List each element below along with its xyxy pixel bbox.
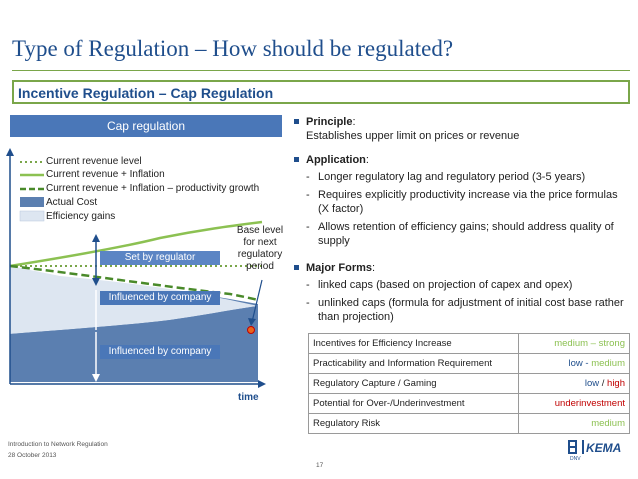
criterion-cell: Regulatory Capture / Gaming (309, 374, 519, 394)
bullet-heading: Principle: (306, 116, 356, 128)
footer-date: 28 October 2013 (8, 452, 57, 459)
bullet-text: Establishes upper limit on prices or revenue (306, 130, 520, 142)
criterion-cell: Regulatory Risk (309, 414, 519, 434)
kema-logo (568, 438, 630, 462)
table-row (309, 394, 630, 414)
time-axis-label: time (238, 392, 259, 403)
svg-text:DNV: DNV (570, 456, 581, 462)
legend-label: Current revenue + Inflation (46, 169, 165, 180)
set-by-regulator-label: Set by regulator (100, 251, 220, 265)
influenced-by-company-upper-label: Influenced by company (100, 291, 220, 305)
criterion-cell: Incentives for Efficiency Increase (309, 334, 519, 354)
rating-cell: medium – strong (518, 334, 629, 354)
legend-swatch-actual-cost (20, 197, 44, 207)
rating-cell: low / high (518, 374, 629, 394)
rating-cell: underinvestment (518, 394, 629, 414)
legend-label: Current revenue + Inflation – productivity growth (46, 183, 260, 194)
legend-label: Actual Cost (46, 197, 98, 208)
cap-regulation-header: Cap regulation (10, 115, 282, 137)
bullet-square-icon (294, 119, 299, 124)
slide-title: Type of Regulation – How should be regulated? (12, 36, 454, 61)
influenced-by-company-lower-label: Influenced by company (100, 345, 220, 359)
section-title: Incentive Regulation – Cap Regulation (18, 85, 274, 101)
criterion-cell: Potential for Over-/Underinvestment (309, 394, 519, 414)
bullet-square-icon (294, 157, 299, 162)
y-axis-arrow-icon (6, 148, 14, 156)
rating-cell: low - medium (518, 354, 629, 374)
x-axis-arrow-icon (258, 380, 266, 388)
bullet-square-icon (294, 265, 299, 270)
legend-label: Current revenue level (46, 156, 142, 167)
evaluation-table (308, 333, 630, 434)
base-level-label: Base level for next regulatory period (236, 225, 284, 272)
page-number: 17 (316, 462, 324, 469)
bullet-heading: Major Forms: (306, 262, 376, 274)
bullet-heading: Application: (306, 154, 369, 166)
svg-text:KEMA: KEMA (586, 441, 622, 455)
criterion-cell: Practicability and Information Requirement (309, 354, 519, 374)
table-row (309, 334, 630, 354)
table-row (309, 414, 630, 434)
legend-label: Efficiency gains (46, 211, 116, 222)
table-row (309, 354, 630, 374)
footer-title: Introduction to Network Regulation (8, 441, 108, 448)
rating-cell: medium (518, 414, 629, 434)
table-row (309, 374, 630, 394)
base-level-marker (248, 327, 255, 334)
arrow-up-icon (92, 234, 100, 242)
legend-swatch-efficiency (20, 211, 44, 221)
